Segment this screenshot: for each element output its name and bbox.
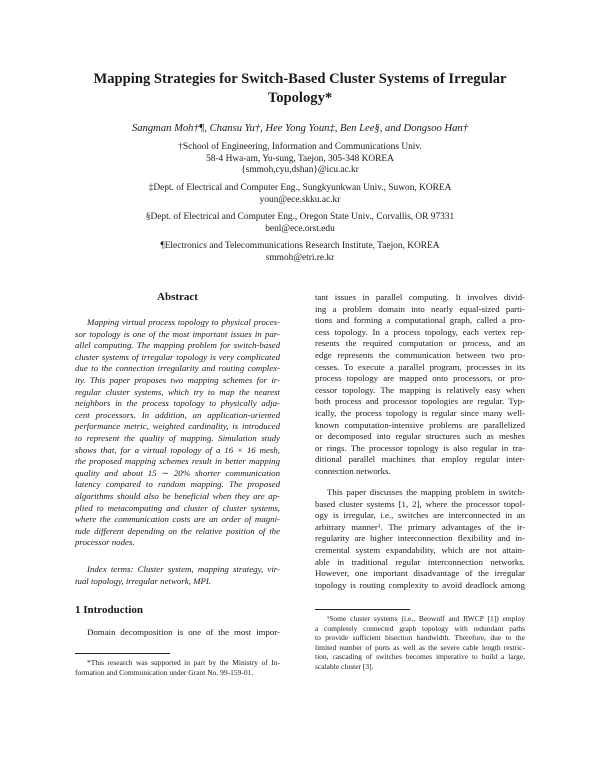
body-line: cessor topology. The mapping is relatively easy when (315, 384, 525, 395)
abstract-line: performance metric, weighted cardinality, is introduced (75, 421, 280, 432)
body-line: arbitrary manner¹. The primary advantages of the ir- (315, 521, 525, 532)
footnote-line: tion, cascading of switches becomes imperative to build a large, (315, 652, 525, 662)
abstract-line: latency compared to random mapping. The proposed (75, 479, 280, 490)
abstract-line: neighbors in the process topology to physically adja- (75, 398, 280, 409)
affiliation-email: benl@ece.orst.edu (265, 223, 335, 234)
intro-paragraph-start (75, 627, 280, 639)
abstract-line: processor nodes. (75, 537, 135, 548)
body-line: regularity are higher interconnection flexibility and in- (315, 533, 525, 544)
intro-line: Domain decomposition is one of the most impor- (87, 627, 280, 637)
body-line: resents the required computation or process, and an (315, 338, 525, 349)
affiliation-email: youn@ece.skku.ac.kr (259, 194, 341, 205)
abstract-line: due to the connection irregularity and routing complex- (75, 363, 280, 374)
affiliation-line: §Dept. of Electrical and Computer Eng., Oregon State Univ., Corvallis, OR 97331 (145, 212, 455, 222)
body-line: However, one important disadvantage of the irregular (315, 568, 525, 579)
abstract-line: regular cluster systems, which try to map the nearest (75, 386, 280, 397)
affiliation-line: ¶Electronics and Telecommunications Research Institute, Taejon, KOREA (160, 241, 440, 251)
body-line: ditional parallel machines that employ regular inter- (315, 454, 525, 465)
body-line: ogy is irregular, i.e., switches are interconnected in an (315, 510, 525, 521)
body-paragraph-1 (315, 292, 525, 478)
body-line: topology is routing complexity to avoid deadlock among (315, 579, 525, 590)
abstract-line: where the communication costs are an order of magni- (75, 514, 280, 525)
footnote-line: limited number of ports as well as the severe cable length restric- (315, 642, 525, 652)
footnote-line: formation and Communication under Grant No. 99-159-01. (75, 667, 254, 677)
footnote-divider (315, 609, 410, 610)
footnote-line: a completely connected graph topology with redundant paths (315, 623, 525, 633)
abstract-line: ity. This paper proposes two mapping schemes for ir- (75, 374, 280, 385)
affiliation-email: {smmoh,cyu,dshan}@icu.ac.kr (241, 165, 359, 175)
abstract-line: plied to metacomputing and cluster of cluster systems, (75, 502, 280, 513)
body-line: This paper discusses the mapping problem in switch- (327, 487, 525, 497)
body-line: cess topology. In a process topology, each vertex rep- (315, 326, 525, 337)
body-line: connection networks. (315, 465, 391, 476)
affiliation-line: 58-4 Hwa-am, Yu-sung, Taejon, 305-348 KOREA (206, 153, 394, 164)
abstract-line: cluster systems of irregular topology is very complicated (75, 351, 280, 362)
body-line: cremental system expandability, which are not attain- (315, 544, 525, 555)
abstract-line: the proposed mapping schemes result in better mapping (75, 456, 280, 467)
abstract-line: shows that, for a virtual topology of a 16 × 16 mesh, (75, 444, 280, 455)
abstract-line: allel computing. The mapping problem for switch-based (75, 340, 280, 351)
footnote-divider (75, 653, 170, 654)
abstract-line: sor topology is one of the most important issues in par- (75, 328, 280, 339)
body-line: ing a problem domain into nearly equal-sized parti- (315, 303, 525, 314)
body-line: both process and processor topologies are regular. Typ- (315, 396, 525, 407)
body-line: or decomposed into regular structures such as meshes (315, 431, 525, 442)
affiliation-etri (80, 241, 520, 264)
footnote-1 (315, 614, 525, 672)
body-line: known computation-intensive problems are parallelized (315, 419, 525, 430)
body-line: based cluster systems [1, 2], where the processor topol- (315, 498, 525, 509)
footnote-line: ¹Some cluster systems (i.e., Beowulf and RWCP [1]) employ (327, 614, 525, 623)
affiliation-osu (80, 212, 520, 235)
body-line: ically, the process topology is regular since many well- (315, 407, 525, 418)
abstract-line: tude different depending on the relative position of the (75, 525, 280, 536)
abstract-line: to represent the quality of mapping. Simulation study (75, 432, 280, 443)
affiliation-icu (80, 142, 520, 177)
abstract-line: quality and about 15 ∼ 20% shorter communication (75, 467, 280, 478)
author-list: Sangman Moh†¶, Chansu Yu†, Hee Yong Youn‡, Ben Lee§, and Dongsoo Han† (131, 123, 469, 134)
footnote-line: to provide sufficient bisection bandwidth. Therefore, due to the (315, 633, 525, 643)
body-line: or rings. The processor topology is also regular in tra- (315, 442, 525, 453)
index-terms (75, 564, 280, 587)
section-heading-introduction: 1 Introduction (75, 604, 143, 616)
title-line-2: Topology* (267, 90, 333, 106)
paper-title (60, 70, 540, 108)
body-line: edge represents the communication between two pro- (315, 349, 525, 360)
body-line: able in traditional regular interconnection networks. (315, 556, 525, 567)
affiliation-email: smmoh@etri.re.kr (265, 252, 335, 263)
footnote-line: scalable cluster [3]. (315, 661, 374, 671)
body-line: process topology are mapped onto processors, or pro- (315, 373, 525, 384)
body-paragraph-2 (315, 487, 525, 591)
abstract-line: cent processors. In addition, an application-oriented (75, 409, 280, 420)
abstract-body (75, 317, 280, 549)
affiliation-line: †School of Engineering, Information and Communications Univ. (178, 142, 422, 152)
affiliation-skku (80, 183, 520, 206)
body-line: tant issues in parallel computing. It involves divid- (315, 292, 525, 302)
body-line: cesses. To execute a parallel program, processes in its (315, 361, 525, 372)
body-line: tions and forming a computational graph, called a pro- (315, 315, 525, 326)
index-terms-line: Index terms: Cluster system, mapping strategy, vir- (87, 564, 280, 574)
footnote-funding (75, 658, 280, 677)
abstract-heading: Abstract (157, 291, 198, 303)
abstract-line: algorithms should also be beneficial when they are ap- (75, 490, 280, 501)
title-line-1: Mapping Strategies for Switch-Based Cluster Systems of Irregular (93, 71, 507, 87)
abstract-line: Mapping virtual process topology to physical proces- (87, 317, 280, 327)
footnote-line: *This research was supported in part by the Ministry of In- (87, 658, 280, 667)
affiliation-line: ‡Dept. of Electrical and Computer Eng., Sungkyunkwan Univ., Suwon, KOREA (148, 183, 452, 193)
index-terms-line: tual topology, irregular network, MPI. (75, 575, 212, 586)
